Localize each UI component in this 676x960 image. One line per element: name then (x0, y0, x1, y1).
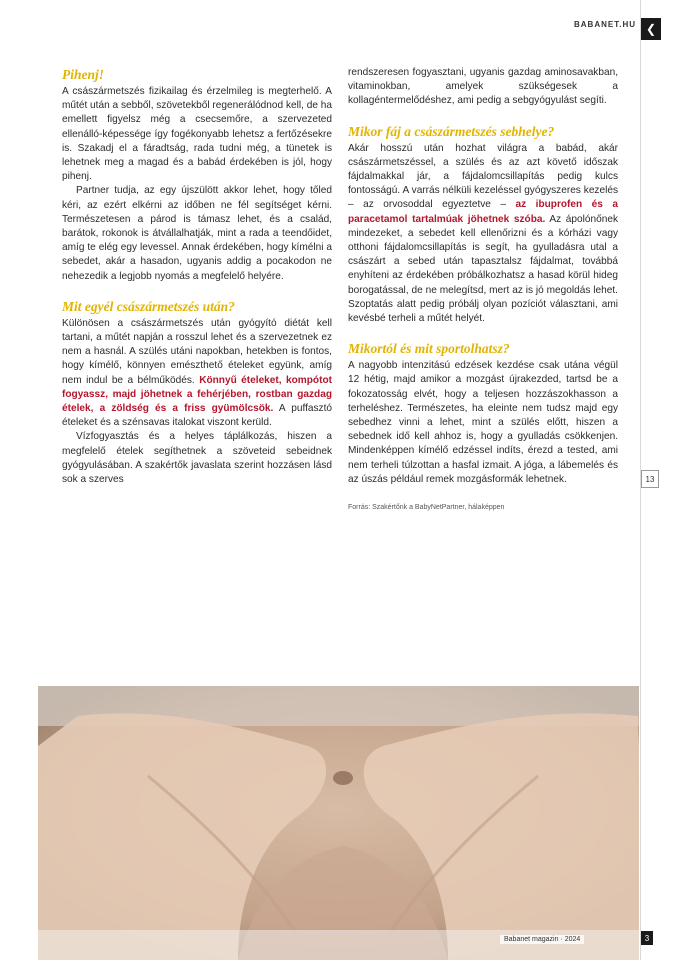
page-number-badge: 13 (641, 470, 659, 488)
paragraph: Vízfogyasztás és a helyes táplálkozás, hiszen a megfelelő ételek segíthetnek a szöveteid sebeidnek gyógyulásában. A szakértők javaslata szerint hozzásen lásd sok a szerves (62, 431, 332, 486)
text-run: Akár hosszú után hozhat világra a babád, akár császármetszéssel, a szülés és az azt követő időszak fájdalmakkal jár, a fájdalomcsillapítás pedig kulcs fontosságú. A varrás nélküli kezeléssel gyógyszeres kezelés – az orvosoddal egyeztetve – (348, 142, 618, 211)
photo-illustration (38, 686, 639, 960)
paragraph: A császármetszés fizikailag és érzelmileg is megterhelő. A műtét után a sebből, szövetekből regenerálódnod kell, de ha emellett figyelsz még a csecsemőre, a szervezeted ellenálló-képessége így fogékonyabb lehetsz a fertőzésekre is. Szakadj el a fáradtság, rada tudni még, a tünetek is lehetnek meg a magad és a babád érdekében is jól, hogy pihenj. (62, 86, 332, 183)
chevron-left-icon: ❮ (645, 22, 657, 36)
text-run: Az ápolónőnek mindezeket, a sebedet kell ellenőrizni és a kórházi vagy otthoni fájdalomcsillapítás is segít, ha gyulladásra utal a császárt a sebed után tapasztalsz fájdalmat, továbbá enyhíteni az érdekében próbálkozhatsz a hasad körül hideg borogatással, de ne melegítsd, mert az is jó megoldás lehet. Szoptatás alatt pedig próbálj olyan pozíciót választani, ami kevésbé terheli a műtét helyét. (348, 213, 618, 325)
paragraph: Partner tudja, az egy újszülött akkor lehet, hogy tőled kéri, az ezért elkérni az időben ne fél segítséget kérni. Természetesen a párod is támasz lehet, és a család, barátok, rokonok is átvállalhatják, mint a rada a teendőidet, amíg te elég egy levessel. Annak érdekében, hogy kímélni a sebedet, akár a hasadon, ugyanis addig a pocakodon ne nehezedik a legjobb nyomás a megfelelő helyére. (62, 185, 332, 282)
section-title-rest: Pihenj! (62, 67, 105, 82)
section-title-sport: Mikortól és mit sportolhatsz? (348, 341, 510, 357)
left-column (62, 66, 332, 487)
highlighted-text: Könnyű ételeket, kompótot fogyassz, majd jöhetnek a fehérjében, rostban gazdag ételek, a zöldség és a friss gyümölcsök. (62, 374, 332, 415)
paragraph (62, 317, 332, 431)
belly-hands-photo (38, 686, 639, 960)
section-title-diet: Mit egyél császármetszés után? (62, 298, 235, 314)
site-label: BABANET.HU (574, 20, 636, 29)
paragraph: A nagyobb intenzitású edzések kezdése csak utána végül 12 hétig, majd amikor a mozgást újrakezded, tartsd be a fokozatosság elvét, hogy a teljesen hozzászokhasson a terheléshez. Természetes, ha eleinte nem tudsz majd egy sebedhez vinni a lehet, mint a szülés előtt, hiszen a sebednek idő kell ahhoz is, hogy a gyulladás csökkenjen. Mindenképpen kímélő edzéssel indíts, érezd a tested, ami nem terheli túlzottan a hasfal izmait. A jóga, a lábemelés és az úszás például remek mozgásformák lehetnek. (348, 360, 618, 485)
paragraph: rendszeresen fogyasztani, ugyanis gazdag aminosavakban, vitaminokban, amelyek szükségesek a kollagéntermelődéshez, ami pedig a sebgyógyulást segíti. (348, 67, 618, 107)
highlighted-text: az ibuprofen és a paracetamol tartalmúak jöhetnek szóba. (348, 199, 618, 225)
source-credit: Forrás: Szakértőnk a BabyNetPartner, hálaképpen (348, 504, 505, 512)
section-title-pain: Mikor fáj a császármetszés sebhelye? (348, 123, 555, 139)
text-run: A puffasztó ételeket és a szénsavas italokat viszont kerüld. (62, 403, 332, 429)
footer-page-number: 3 (641, 931, 653, 945)
back-button[interactable] (641, 18, 661, 40)
paragraph (348, 142, 618, 327)
text-run: Különösen a császármetszés után gyógyító diétát kell tartani, a műtét napján a rosszul lehet és a szervezetnek ez nem a hasnál. A szülés utáni napokban, hetekben is fontos, hogy kímélő, könnyen emészthető ételeket együnk, amíg nem indul be a bélműködés. (62, 317, 332, 386)
right-column (348, 66, 618, 515)
footer-magazine: Babanet magazin · 2024 (500, 935, 584, 944)
